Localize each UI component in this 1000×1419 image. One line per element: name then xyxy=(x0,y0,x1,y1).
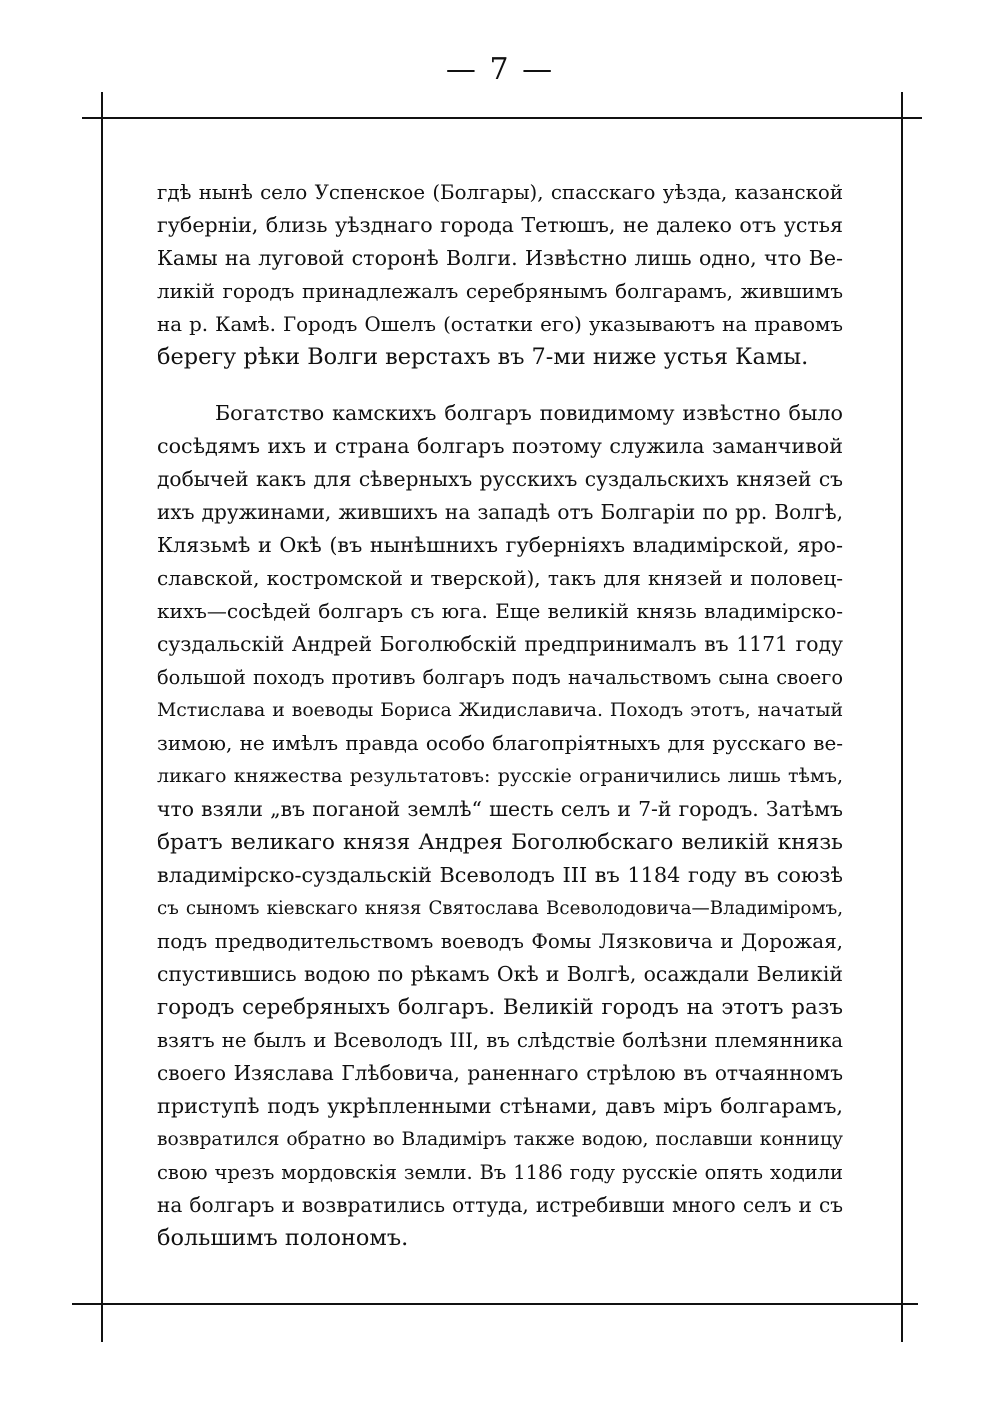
frame-rule-right xyxy=(901,92,903,1342)
paragraph-2 xyxy=(157,397,843,1255)
page-number: — 7 — xyxy=(445,52,555,87)
text-line: большимъ полономъ. xyxy=(157,1225,409,1251)
text-line: сосѣдямъ ихъ и страна болгаръ поэтому служила заманчивой xyxy=(157,434,843,458)
frame-rule-top xyxy=(82,117,922,119)
text-line: съ сыномъ кіевскаго князя Святослава Всеволодовича—Владиміромъ, xyxy=(157,898,843,919)
text-line: возвратился обратно во Владиміръ также водою, пославши конницу xyxy=(157,1129,843,1150)
text-line: спустившись водою по рѣкамъ Окѣ и Волгѣ, осаждали Великій xyxy=(157,962,843,986)
text-line: своего Изяслава Глѣбовича, раненнаго стрѣлою въ отчаянномъ xyxy=(157,1061,843,1085)
text-line: добычей какъ для сѣверныхъ русскихъ суздальскихъ князей съ xyxy=(157,467,843,491)
text-line: большой походъ противъ болгаръ подъ начальствомъ сына своего xyxy=(157,666,843,689)
body-text xyxy=(157,176,843,1255)
text-line: славской, костромской и тверской), такъ для князей и половец- xyxy=(157,566,843,590)
text-line: что взяли „въ поганой землѣ“ шесть селъ и 7-й городъ. Затѣмъ xyxy=(157,797,843,821)
text-line: Мстислава и воеводы Бориса Жидиславича. Походъ этотъ, начатый xyxy=(157,700,843,721)
text-line: взятъ не былъ и Всеволодъ III, въ слѣдствіе болѣзни племянника xyxy=(157,1029,843,1052)
text-line: на р. Камѣ. Городъ Ошелъ (остатки его) указываютъ на правомъ xyxy=(157,313,843,336)
text-line: Богатство камскихъ болгаръ повидимому извѣстно было xyxy=(215,401,843,425)
text-line: городъ серебряныхъ болгаръ. Великій городъ на этотъ разъ xyxy=(157,995,843,1020)
text-line: ихъ дружинами, жившихъ на западѣ отъ Болгаріи по рр. Волгѣ, xyxy=(157,500,843,524)
text-line: берегу рѣки Волги верстахъ въ 7-ми ниже устья Камы. xyxy=(157,344,809,370)
frame-rule-bottom xyxy=(72,1303,918,1305)
text-line: зимою, не имѣлъ правда особо благопріятныхъ для русскаго ве- xyxy=(157,731,843,755)
text-line: братъ великаго князя Андрея Боголюбскаго великій князь xyxy=(157,830,843,855)
paragraph-gap xyxy=(157,374,843,397)
text-line: суздальскій Андрей Боголюбскій предпринималъ въ 1171 году xyxy=(157,632,843,656)
text-line: губерніи, близь уѣзднаго города Тетюшъ, не далеко отъ устья xyxy=(157,213,843,237)
text-line: свою чрезъ мордовскія земли. Въ 1186 году русскіе опять ходили xyxy=(157,1161,843,1184)
text-line: ликаго княжества результатовъ: русскіе ограничились лишь тѣмъ, xyxy=(157,765,843,787)
text-line: приступѣ подъ укрѣпленными стѣнами, давъ міръ болгарамъ, xyxy=(157,1094,843,1118)
text-line: ликій городъ принадлежалъ серебрянымъ болгарамъ, жившимъ xyxy=(157,280,843,303)
text-line: подъ предводительствомъ воеводъ Фомы Лязковича и Дорожая, xyxy=(157,930,843,953)
frame-rule-left xyxy=(101,92,103,1342)
paragraph-1 xyxy=(157,176,843,374)
text-line: на болгаръ и возвратились оттуда, истребивши много селъ и съ xyxy=(157,1193,843,1217)
text-line: гдѣ нынѣ село Успенское (Болгары), спасскаго уѣзда, казанской xyxy=(157,181,843,204)
text-line: владимірско-суздальскій Всеволодъ III въ 1184 году въ союзѣ xyxy=(157,863,843,887)
text-line: Клязьмѣ и Окѣ (въ нынѣшнихъ губерніяхъ владимірской, яро- xyxy=(157,533,843,557)
text-line: Камы на луговой сторонѣ Волги. Извѣстно лишь одно, что Ве- xyxy=(157,246,843,270)
text-line: кихъ—сосѣдей болгаръ съ юга. Еще великій князь владимірско- xyxy=(157,599,843,623)
